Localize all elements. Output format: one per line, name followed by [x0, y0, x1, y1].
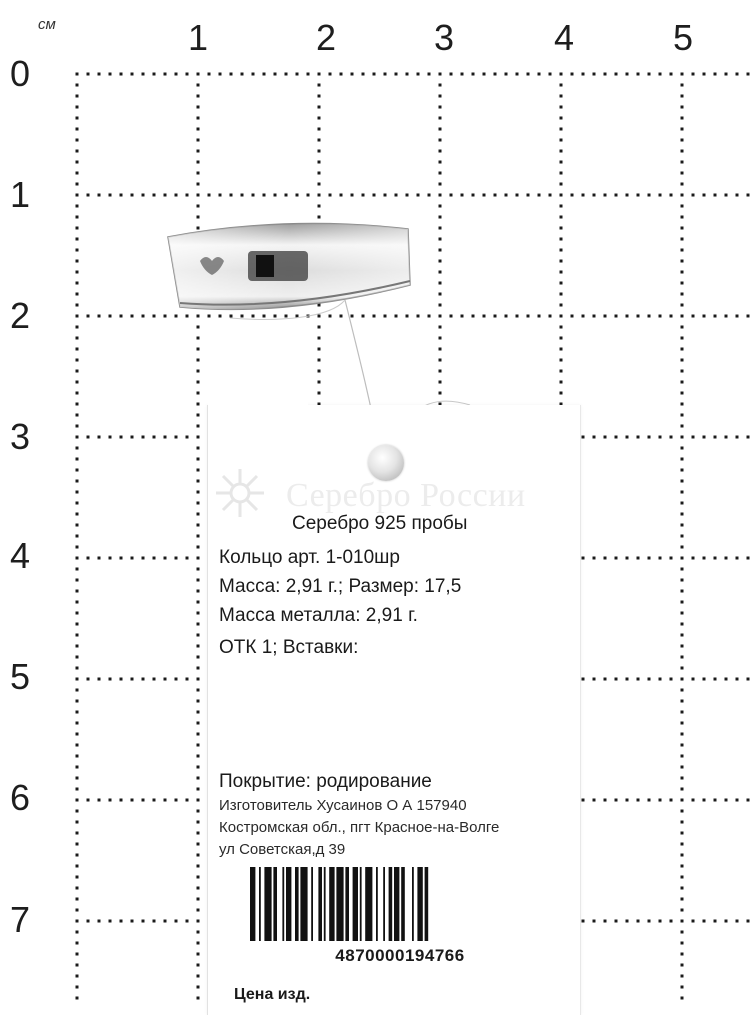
barcode-bar	[282, 867, 284, 941]
tag-hole	[368, 445, 404, 481]
barcode-bar	[336, 867, 343, 941]
ruler-left-3: 3	[10, 416, 31, 457]
tag-price-label: Цена изд.	[234, 986, 311, 1003]
barcode-bar	[300, 867, 307, 941]
ruler-top-5: 5	[673, 17, 694, 58]
barcode-bar	[259, 867, 261, 941]
ruler-left-4: 4	[10, 535, 31, 576]
barcode-bar	[345, 867, 349, 941]
barcode-bar	[401, 867, 405, 941]
barcode-bar	[295, 867, 299, 941]
tag-otk-inserts: ОТК 1; Вставки:	[219, 637, 359, 658]
barcode-bar	[376, 867, 378, 941]
barcode-bar	[412, 867, 414, 941]
tag-address-1: Костромская обл., пгт Красное-на-Волге	[219, 819, 500, 836]
barcode	[248, 865, 553, 945]
ruler-left-2: 2	[10, 295, 31, 336]
barcode-bar	[264, 867, 271, 941]
barcode-bar	[329, 867, 334, 941]
barcode-bar	[394, 867, 399, 941]
watermark-text: Серебро России	[286, 477, 526, 514]
barcode-bar	[250, 867, 255, 941]
barcode-bar	[311, 867, 313, 941]
barcode-bar	[318, 867, 322, 941]
barcode-bar	[389, 867, 393, 941]
tag-mass-size: Масса: 2,91 г.; Размер: 17,5	[219, 576, 462, 597]
barcode-bar	[353, 867, 358, 941]
ruler-top-4: 4	[554, 17, 575, 58]
barcode-bar	[417, 867, 422, 941]
tag-article: Кольцо арт. 1-010шр	[219, 547, 400, 568]
ruler-left-0: 0	[10, 53, 31, 94]
barcode-bar	[425, 867, 429, 941]
ruler-top-3: 3	[434, 17, 455, 58]
tag-maker: Изготовитель Хусаинов О А 157940	[219, 797, 467, 814]
tag-heading: Серебро 925 пробы	[292, 513, 468, 534]
ruler-left-7: 7	[10, 899, 31, 940]
ruler-top-1: 1	[188, 17, 209, 58]
ruler-left-5: 5	[10, 656, 31, 697]
ruler-unit-label: см	[38, 16, 56, 33]
tag-metal-mass: Масса металла: 2,91 г.	[219, 605, 418, 626]
watermark-flower-icon	[212, 465, 268, 521]
tag-coating: Покрытие: родирование	[219, 771, 432, 792]
barcode-bar	[273, 867, 277, 941]
ruler-left-1: 1	[10, 174, 31, 215]
barcode-bar	[383, 867, 385, 941]
barcode-bar	[324, 867, 326, 941]
ruler-left-6: 6	[10, 777, 31, 818]
barcode-bar	[360, 867, 362, 941]
tag-address-2: ул Советская,д 39	[219, 841, 346, 858]
silver-ring	[160, 215, 420, 325]
ruler-top-2: 2	[316, 17, 337, 58]
barcode-bar	[365, 867, 372, 941]
barcode-number: 4870000194766	[335, 946, 465, 965]
barcode-bar	[286, 867, 291, 941]
